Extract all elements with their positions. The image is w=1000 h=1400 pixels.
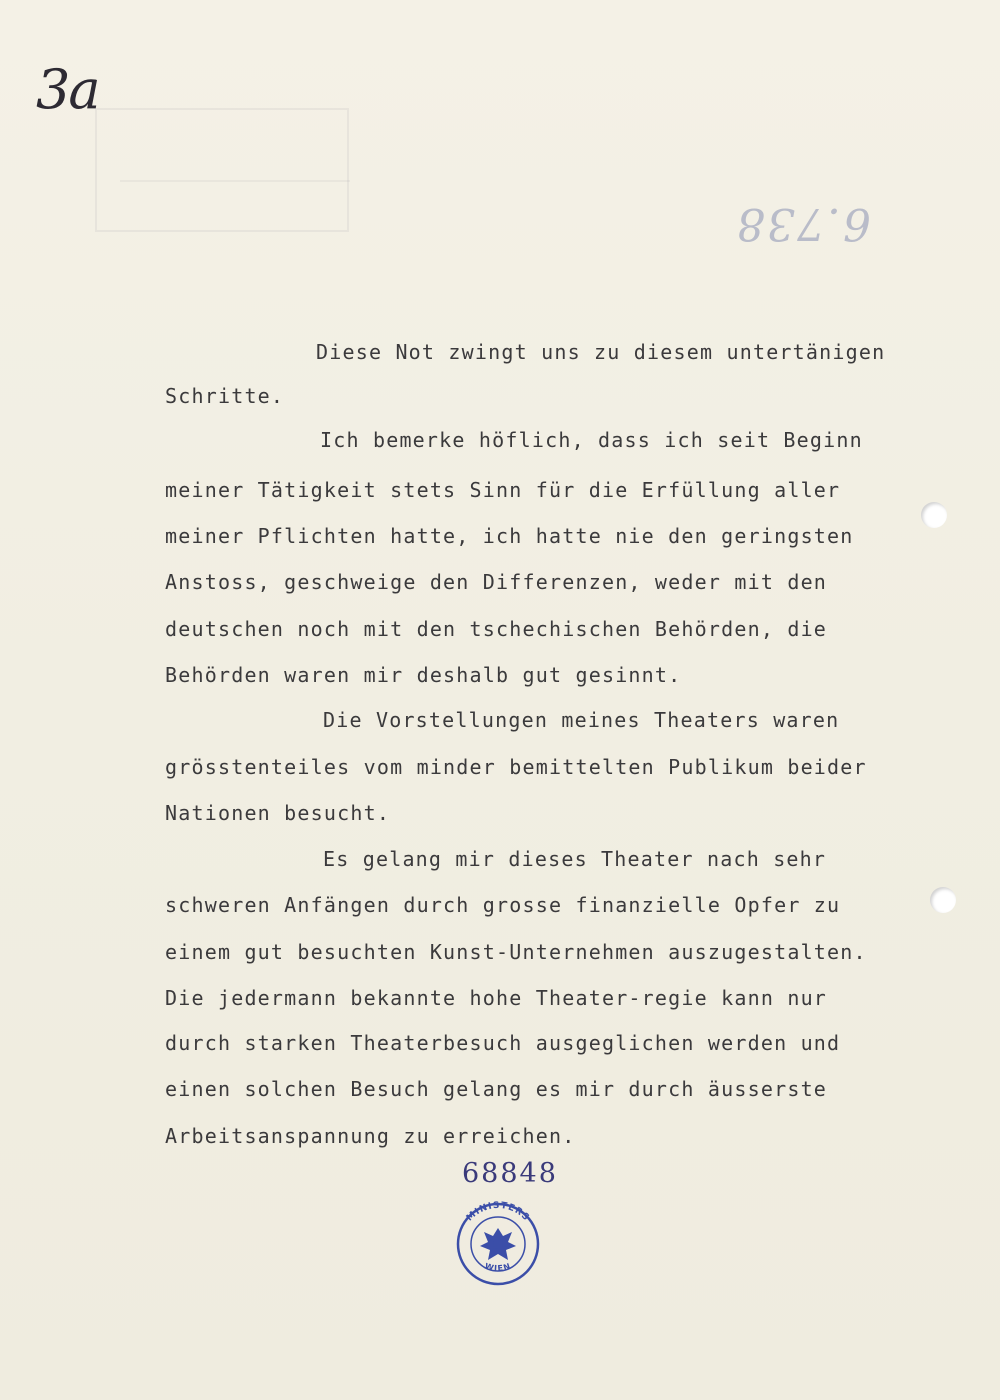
body-line: Nationen besucht. (165, 801, 391, 825)
reference-number: 6.738 (735, 198, 871, 249)
body-line: meiner Pflichten hatte, ich hatte nie den geringsten (165, 524, 854, 548)
punch-hole (930, 887, 956, 913)
folio-number: 3a (36, 58, 99, 121)
body-line: schweren Anfängen durch grosse finanzielle Opfer zu (165, 893, 841, 917)
body-line: grösstenteiles vom minder bemittelten Publikum beider (165, 755, 867, 779)
body-line: deutschen noch mit den tschechischen Behörden, die (165, 617, 828, 641)
body-line: meiner Tätigkeit stets Sinn für die Erfüllung aller (165, 478, 841, 502)
body-line: Diese Not zwingt uns zu diesem untertänigen (316, 340, 886, 364)
body-line: Schritte. (165, 384, 285, 408)
body-line: Arbeitsanspannung zu erreichen. (165, 1124, 576, 1148)
document-number: 68848 (462, 1158, 558, 1189)
body-line: Behörden waren mir deshalb gut gesinnt. (165, 663, 682, 687)
body-line: Anstoss, geschweige den Differenzen, weder mit den (165, 570, 828, 594)
stamp-text-bottom: WIEN (483, 1261, 513, 1274)
body-line: Die Vorstellungen meines Theaters waren (323, 708, 840, 732)
punch-hole (921, 502, 947, 528)
ministry-stamp (448, 1198, 548, 1288)
body-line: Ich bemerke höflich, dass ich seit Beginn (320, 428, 863, 452)
svg-text:WIEN (484, 1261, 513, 1273)
stamp-text: MINISTERS (464, 1200, 532, 1224)
body-line: Es gelang mir dieses Theater nach sehr (323, 847, 827, 871)
body-line: Die jedermann bekannte hohe Theater-regie kann nur (165, 986, 828, 1010)
body-line: einem gut besuchten Kunst-Unternehmen auszugestalten. (165, 940, 867, 964)
eagle-emblem-icon (480, 1228, 516, 1260)
body-line: durch starken Theaterbesuch ausgeglichen werden und (165, 1031, 841, 1055)
body-line: einen solchen Besuch gelang es mir durch äusserste (165, 1077, 828, 1101)
